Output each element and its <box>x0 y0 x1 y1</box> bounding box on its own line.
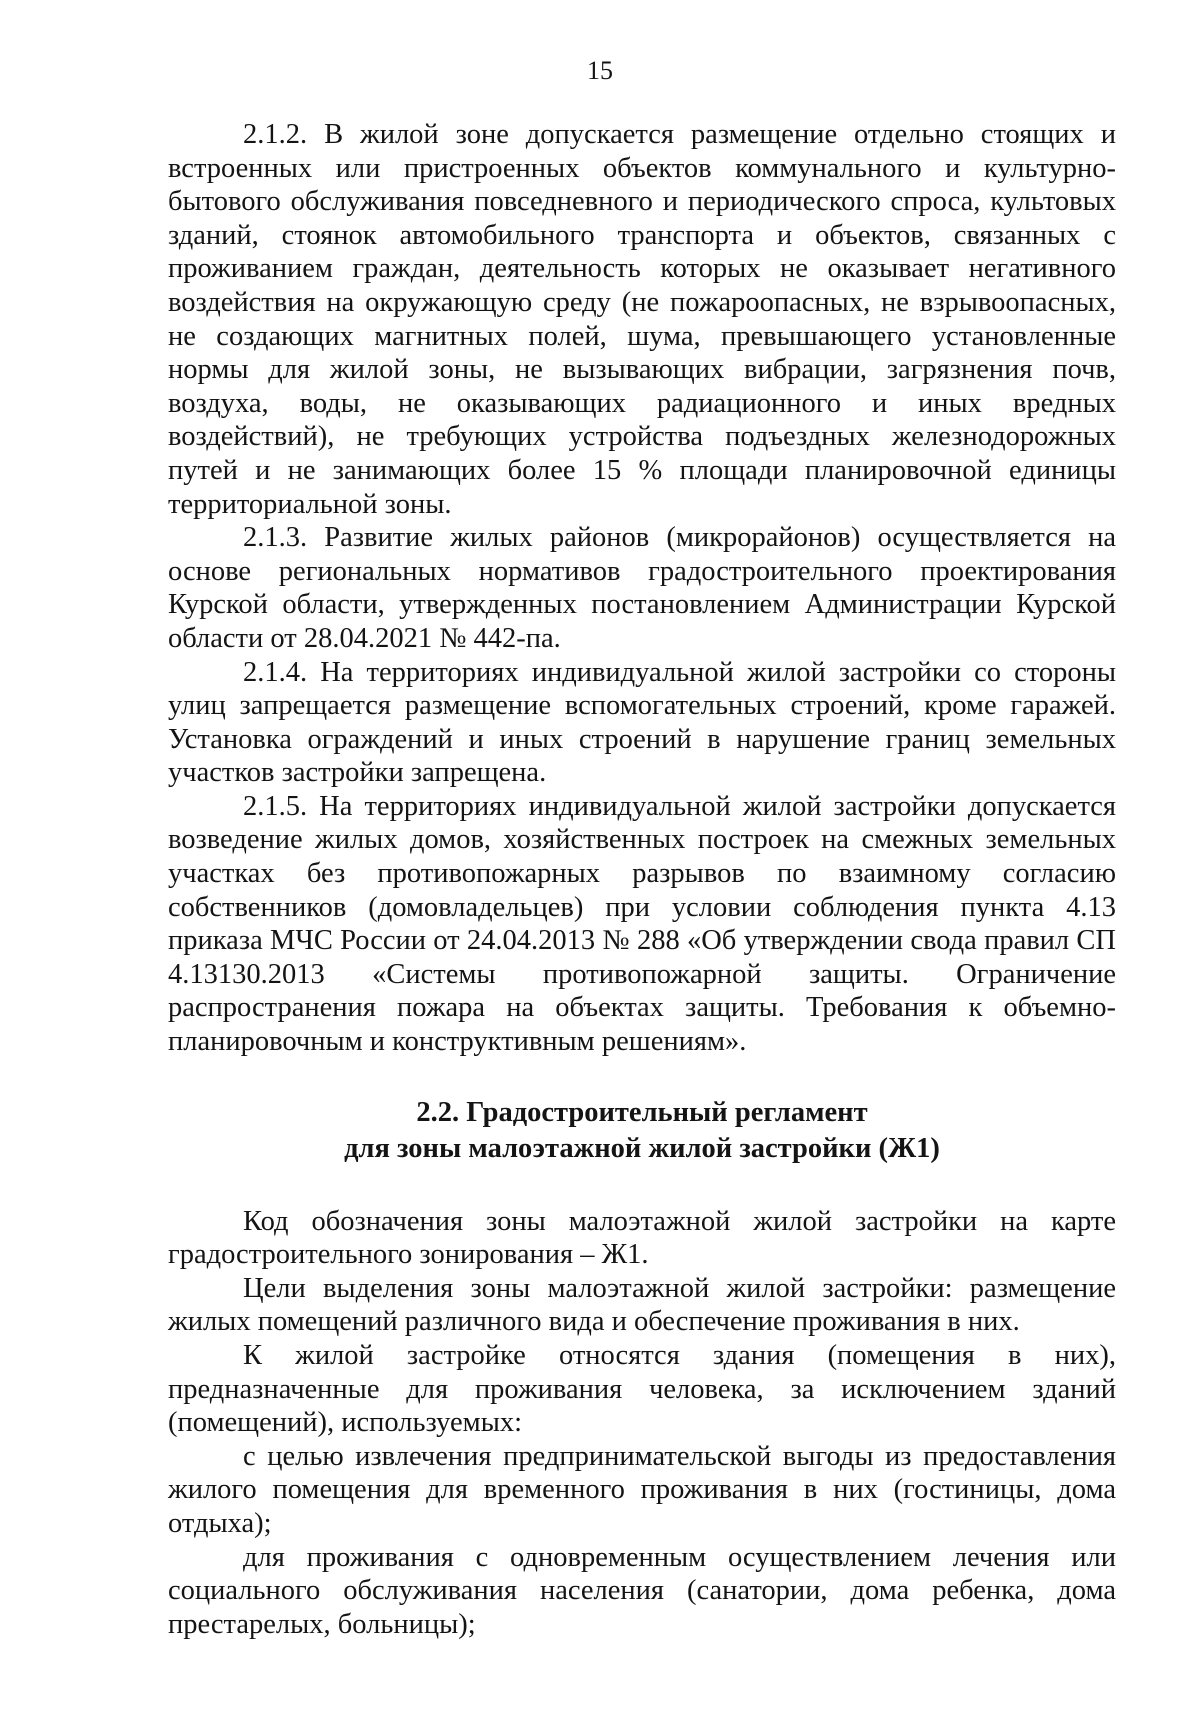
list-item-profit: с целью извлечения предпринимательской выгоды из предоставления жилого помещения для временного проживания в них (гостиницы, дома отдыха); <box>168 1440 1116 1539</box>
paragraph-2-1-5: 2.1.5. На территориях индивидуальной жилой застройки допускается возведение жилых домов, хозяйственных построек на смежных земельных участках без противопожарных разрывов по взаимному согласию собственников (домовладельцев) при условии соблюдения пункта 4.13 приказа МЧС России от 24.04.2013 № 288 «Об утверждении свода правил СП 4.13130.2013 «Системы противопожарной защиты. Ограничение распространения пожара на объектах защиты. Требования к объемно-планировочным и конструктивным решениям». <box>168 790 1116 1058</box>
paragraph-zone-goals: Цели выделения зоны малоэтажной жилой застройки: размещение жилых помещений различного вида и обеспечение проживания в них. <box>168 1272 1116 1338</box>
paragraph-2-1-3: 2.1.3. Развитие жилых районов (микрорайонов) осуществляется на основе региональных нормативов градостроительного проектирования Курской области, утвержденных постановлением Администрации Курской области от 28.04.2021 № 442-па. <box>168 522 1116 654</box>
paragraph-2-1-2: 2.1.2. В жилой зоне допускается размещение отдельно стоящих и встроенных или пристроенных объектов коммунального и культурно-бытового обслуживания повседневного и периодического спроса, культовых зданий, стоянок автомобильного транспорта и объектов, связанных с проживанием граждан, деятельность которых не оказывает негативного воздействия на окружающую среду (не пожароопасных, не взрывоопасных, не создающих магнитных полей, шума, превышающего установленные нормы для жилой зоны, не вызывающих вибрации, загрязнения почв, воздуха, воды, не оказывающих радиационного и иных вредных воздействий), не требующих устройства подъездных железнодорожных путей и не занимающих более 15 % площади планировочной единицы территориальной зоны. <box>168 119 1116 520</box>
section-heading-2-2 <box>168 1095 1116 1167</box>
document-body <box>168 118 1116 1641</box>
paragraph-residential-definition: К жилой застройке относятся здания (помещения в них), предназначенные для проживания человека, за исключением зданий (помещений), используемых: <box>168 1340 1116 1439</box>
paragraph-2-1-4: 2.1.4. На территориях индивидуальной жилой застройки со стороны улиц запрещается размещение вспомогательных строений, кроме гаражей. Установка ограждений и иных строений в нарушение границ земельных участков застройки запрещена. <box>168 656 1116 789</box>
list-item-treatment: для проживания с одновременным осуществлением лечения или социального обслуживания населения (санатории, дома ребенка, дома престарелых, больницы); <box>168 1541 1116 1640</box>
paragraph-zone-code: Код обозначения зоны малоэтажной жилой застройки на карте градостроительного зонирования – Ж1. <box>168 1205 1116 1271</box>
section-heading-line-2: для зоны малоэтажной жилой застройки (Ж1) <box>344 1132 940 1164</box>
page-number: 15 <box>587 56 613 85</box>
section-heading-line-1: 2.2. Градостроительный регламент <box>416 1096 868 1128</box>
